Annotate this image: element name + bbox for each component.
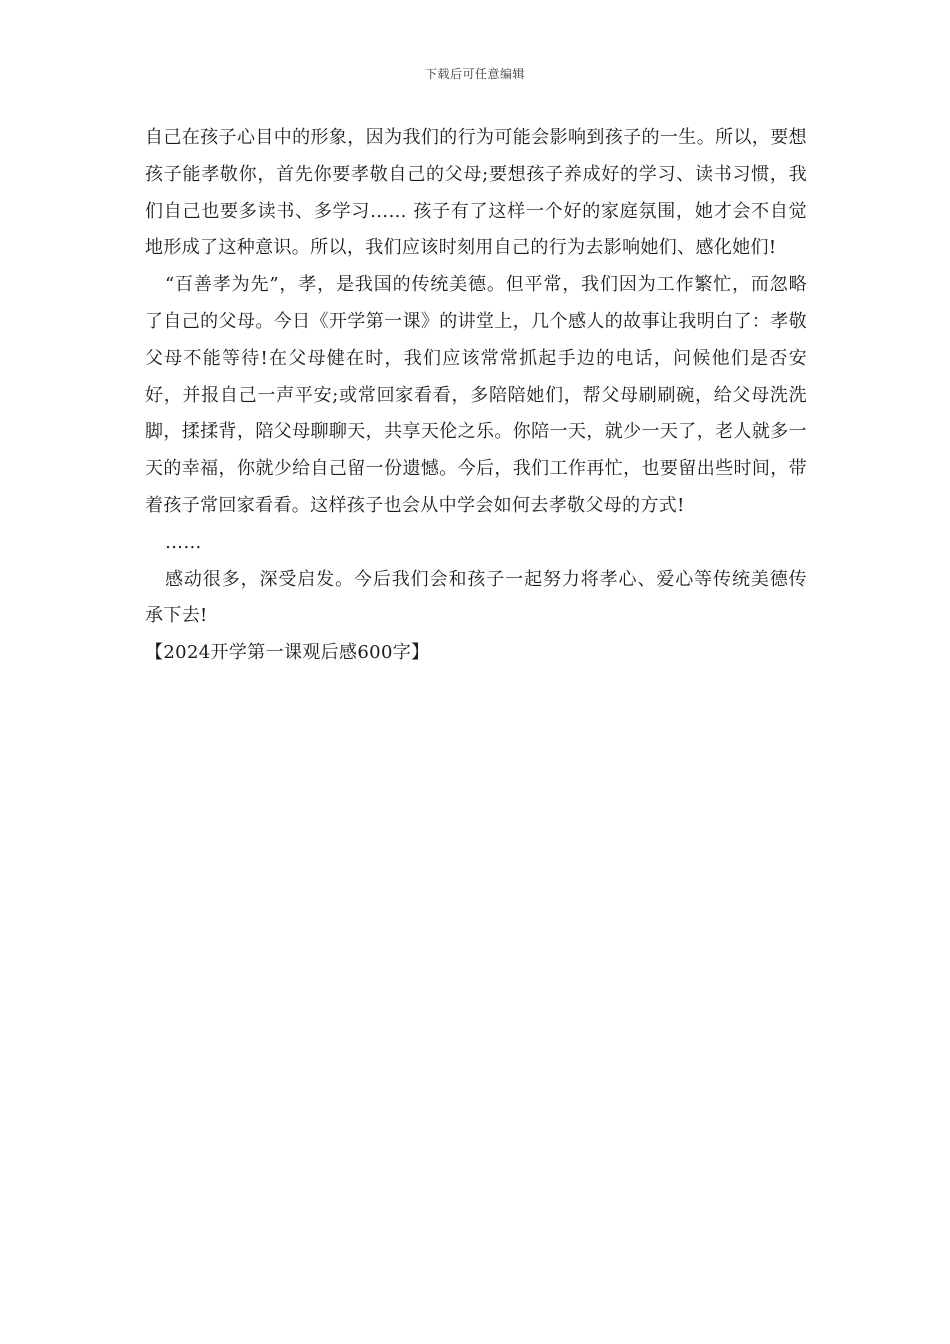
paragraph-filial-piety: “百善孝为先”，孝，是我国的传统美德。但平常，我们因为工作繁忙，而忽略了自己的父母。今日《开学第一课》的讲堂上，几个感人的故事让我明白了：孝敬父母不能等待!在父母健在时，我们应该常常抓起手边的电话，问候他们是否安好，并报自己一声平安;或常回家看看，多陪陪她们，帮父母刷刷碗，给父母洗洗脚，揉揉背，陪父母聊聊天，共享天伦之乐。你陪一天，就少一天了，老人就多一天的幸福，你就少给自己留一份遗憾。今后，我们工作再忙，也要留出些时间，带着孩子常回家看看。这样孩子也会从中学会如何去孝敬父母的方式! bbox=[145, 274, 807, 516]
document-body bbox=[145, 120, 807, 672]
page-header-note: 下载后可任意编辑 bbox=[424, 67, 525, 81]
paragraph-continuation: 自己在孩子心目中的形象，因为我们的行为可能会影响到孩子的一生。所以，要想孩子能孝敬你，首先你要孝敬自己的父母;要想孩子养成好的学习、读书习惯，我们自己也要多读书、多学习…… 孩子有了这样一个好的家庭氛围，她才会不自觉地形成了这种意识。所以，我们应该时刻用自己的行为去影响她们、感化她们! bbox=[145, 127, 807, 259]
paragraph-ellipsis: …… bbox=[165, 531, 202, 553]
document-title-tag: 【2024开学第一课观后感600字】 bbox=[145, 642, 430, 664]
paragraph-conclusion: 感动很多，深受启发。今后我们会和孩子一起努力将孝心、爱心等传统美德传承下去! bbox=[145, 568, 807, 627]
